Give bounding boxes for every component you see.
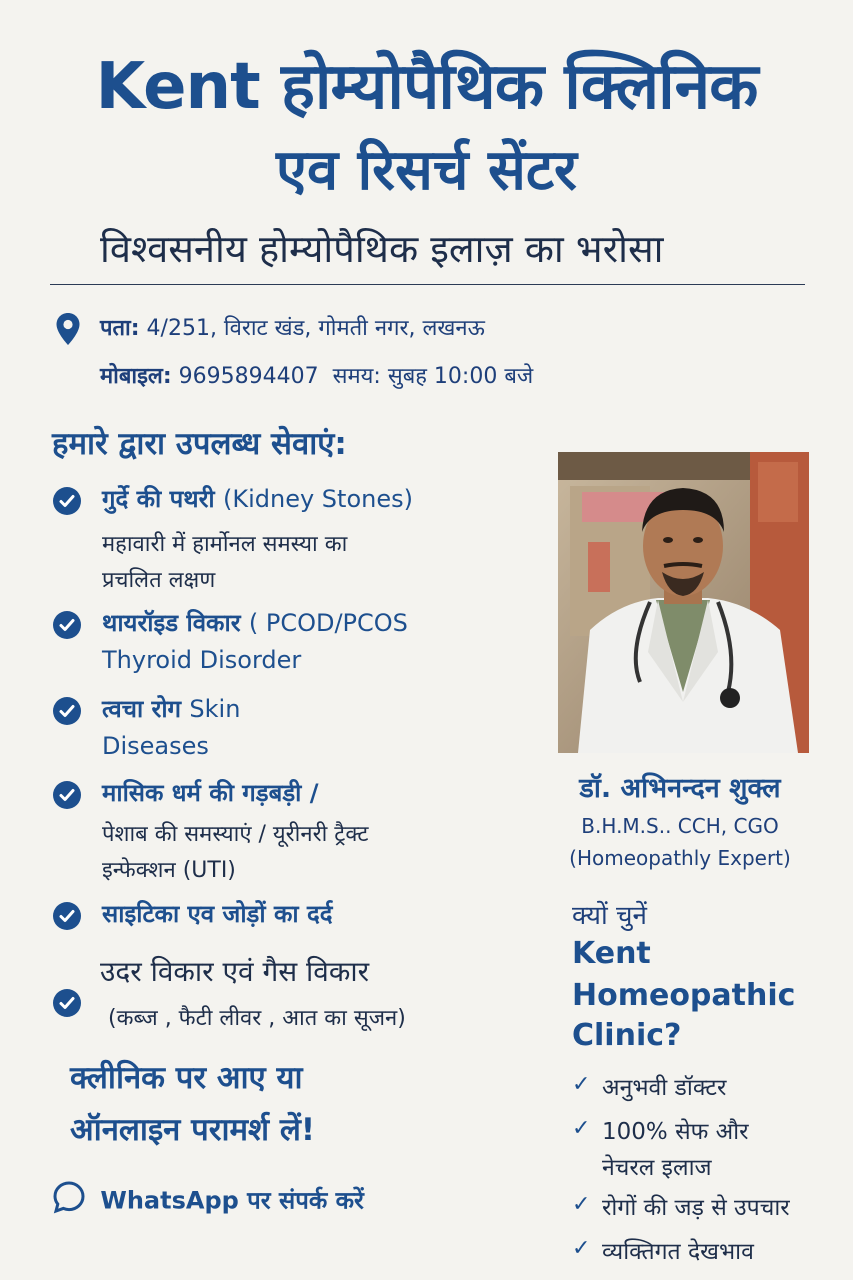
service-title-en: ( PCOD/PCOS: [248, 609, 408, 637]
why-item: नेचरल इलाज: [602, 1155, 712, 1181]
service-desc: Diseases: [102, 732, 209, 760]
address-label: पता:: [100, 316, 140, 341]
why-item: व्यक्तिगत देखभाव: [602, 1239, 754, 1265]
time-value: सुबह 10:00 बजे: [387, 364, 534, 389]
check-circle-icon: [53, 989, 81, 1017]
service-desc: इन्फेक्शन (UTI): [102, 858, 236, 883]
doctor-photo: [558, 452, 809, 753]
page-subtitle: एव रिसर्च सेंटर: [276, 138, 577, 203]
why-item: अनुभवी डॉक्टर: [602, 1075, 727, 1101]
service-title: [102, 482, 413, 515]
address-value: 4/251, विराट खंड, गोमती नगर, लखनऊ: [146, 316, 485, 341]
check-icon: ✓: [572, 1116, 591, 1141]
phone-label: मोबाइल:: [100, 364, 172, 389]
time-label: समय:: [332, 364, 381, 389]
whatsapp-contact[interactable]: [52, 1180, 364, 1220]
service-title-en: Skin: [189, 695, 241, 723]
service-desc: (कब्ज , फैटी लीवर , आत का सूजन): [108, 1006, 406, 1031]
service-title-hi: त्वचा रोग: [102, 695, 182, 723]
page-title: Kent होम्योपैथिक क्लिनिक: [95, 50, 758, 124]
service-desc: प्रचलित लक्षण: [102, 568, 216, 593]
why-question: क्यों चुनें: [572, 901, 647, 931]
check-circle-icon: [53, 902, 81, 930]
why-clinic-name: Homeopathic: [572, 978, 796, 1013]
doctor-degrees: B.H.M.S.. CCH, CGO: [581, 814, 779, 838]
services-heading: हमारे द्वारा उपलब्ध सेवाएं:: [52, 426, 347, 462]
phone-line: [100, 360, 533, 390]
service-title: [102, 692, 240, 725]
check-circle-icon: [53, 697, 81, 725]
phone-value[interactable]: 9695894407: [178, 364, 319, 389]
service-title: साइटिका एव जोड़ों का दर्द: [102, 900, 333, 928]
check-circle-icon: [53, 611, 81, 639]
service-desc: महावारी में हार्मोनल समस्या का: [102, 532, 348, 557]
tagline: विश्वसनीय होम्योपैथिक इलाज़ का भरोसा: [100, 227, 664, 271]
service-title: उदर विकार एवं गैस विकार: [100, 955, 370, 988]
chat-bubble-icon: [52, 1180, 86, 1220]
service-title-en: (Kidney Stones): [222, 485, 413, 513]
why-clinic-name: Kent: [572, 936, 651, 971]
divider: [50, 284, 805, 285]
address-line: [100, 312, 485, 342]
check-icon: ✓: [572, 1072, 591, 1097]
service-desc: पेशाब की समस्याएं / यूरीनरी ट्रैक्ट: [102, 822, 369, 847]
cta-line: ऑनलाइन परामर्श लें!: [70, 1112, 316, 1148]
doctor-name: डॉ. अभिनन्दन शुक्ल: [579, 773, 781, 804]
cta-block: [70, 1052, 315, 1156]
whatsapp-label: WhatsApp पर संपर्क करें: [100, 1186, 364, 1215]
cta-line: क्लीनिक पर आए या: [70, 1060, 303, 1096]
service-title-hi: थायरॉइड विकार: [102, 609, 241, 637]
check-icon: ✓: [572, 1236, 591, 1261]
service-title-hi: गुर्दे की पथरी: [102, 485, 215, 513]
service-desc: Thyroid Disorder: [102, 646, 302, 674]
check-circle-icon: [53, 781, 81, 809]
doctor-expertise: (Homeopathly Expert): [569, 846, 791, 870]
why-clinic-name: Clinic?: [572, 1018, 682, 1053]
service-title: [102, 606, 408, 639]
check-circle-icon: [53, 487, 81, 515]
why-item: रोगों की जड़ से उपचार: [602, 1195, 790, 1221]
check-icon: ✓: [572, 1192, 591, 1217]
why-item: 100% सेफ और: [602, 1119, 749, 1145]
location-pin-icon: [55, 312, 81, 346]
service-title: मासिक धर्म की गड़बड़ी /: [102, 779, 319, 807]
